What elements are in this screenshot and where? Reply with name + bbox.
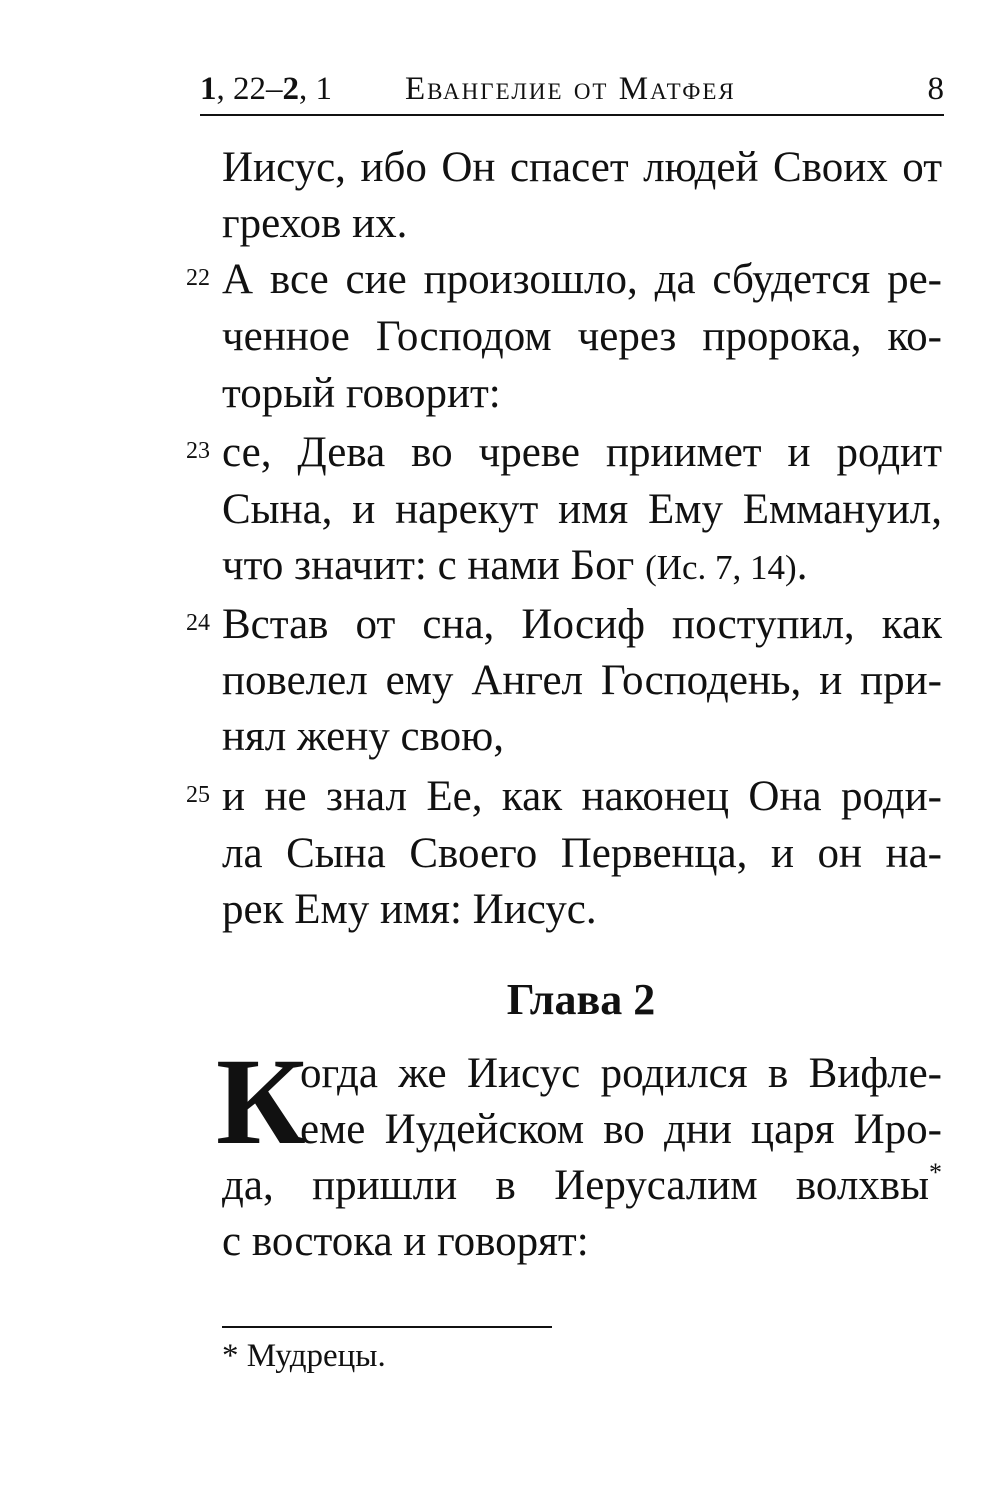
chapter-heading: Глава 2	[506, 975, 656, 1024]
verse-number: 23	[186, 438, 210, 464]
verse-number: 24	[186, 610, 210, 636]
text-line	[222, 1158, 942, 1214]
verse-number: 25	[186, 782, 210, 808]
text-line: се, Дева во чреве приимет и родит	[222, 429, 942, 476]
verse-range: 1, 22–2, 1	[200, 71, 332, 107]
text-line: нял жену свою,	[222, 713, 504, 760]
footnote-rule	[222, 1326, 552, 1328]
text-line: ла Сына Своего Первенца, и он на-	[222, 830, 942, 877]
text-line: Встав от сна, Иосиф поступил, как	[222, 601, 942, 648]
footnote-marker[interactable]: *	[929, 1158, 942, 1187]
scripture-citation: (Ис. 7, 14)	[645, 548, 797, 587]
text-line: грехов их.	[222, 200, 408, 247]
text-line	[222, 538, 942, 594]
header-rule	[200, 114, 944, 116]
text-line: огда же Иисус родился в Вифле-	[300, 1050, 942, 1097]
text-line: повелел ему Ангел Господень, и при-	[222, 657, 942, 704]
verse-number: 22	[186, 265, 210, 291]
text-line: и не знал Ее, как наконец Она роди-	[222, 773, 942, 820]
text-line: Иисус, ибо Он спасет людей Своих от	[222, 144, 942, 191]
running-header	[200, 66, 944, 112]
text-line: Сына, и нарекут имя Ему Еммануил,	[222, 486, 942, 533]
text-line: торый говорит:	[222, 370, 501, 417]
verse-text: что значит: с нами Бог	[222, 542, 646, 589]
verse-text: да, пришли в Иерусалим волхвы	[222, 1162, 929, 1209]
page-number: 8	[927, 71, 944, 107]
text-line: А все сие произошло, да сбудется ре-	[222, 256, 942, 303]
text-line: рек Ему имя: Иисус.	[222, 886, 597, 933]
text-line: еме Иудейском во дни царя Иро-	[300, 1106, 942, 1153]
drop-cap: К	[216, 1033, 306, 1170]
book-title: Евангелие от Матфея	[405, 71, 736, 107]
text-line: с востока и говорят:	[222, 1218, 589, 1265]
footnote: * Мудрецы.	[222, 1338, 386, 1374]
text-line: ченное Господом через пророка, ко-	[222, 313, 942, 360]
verse-end: .	[796, 542, 808, 589]
